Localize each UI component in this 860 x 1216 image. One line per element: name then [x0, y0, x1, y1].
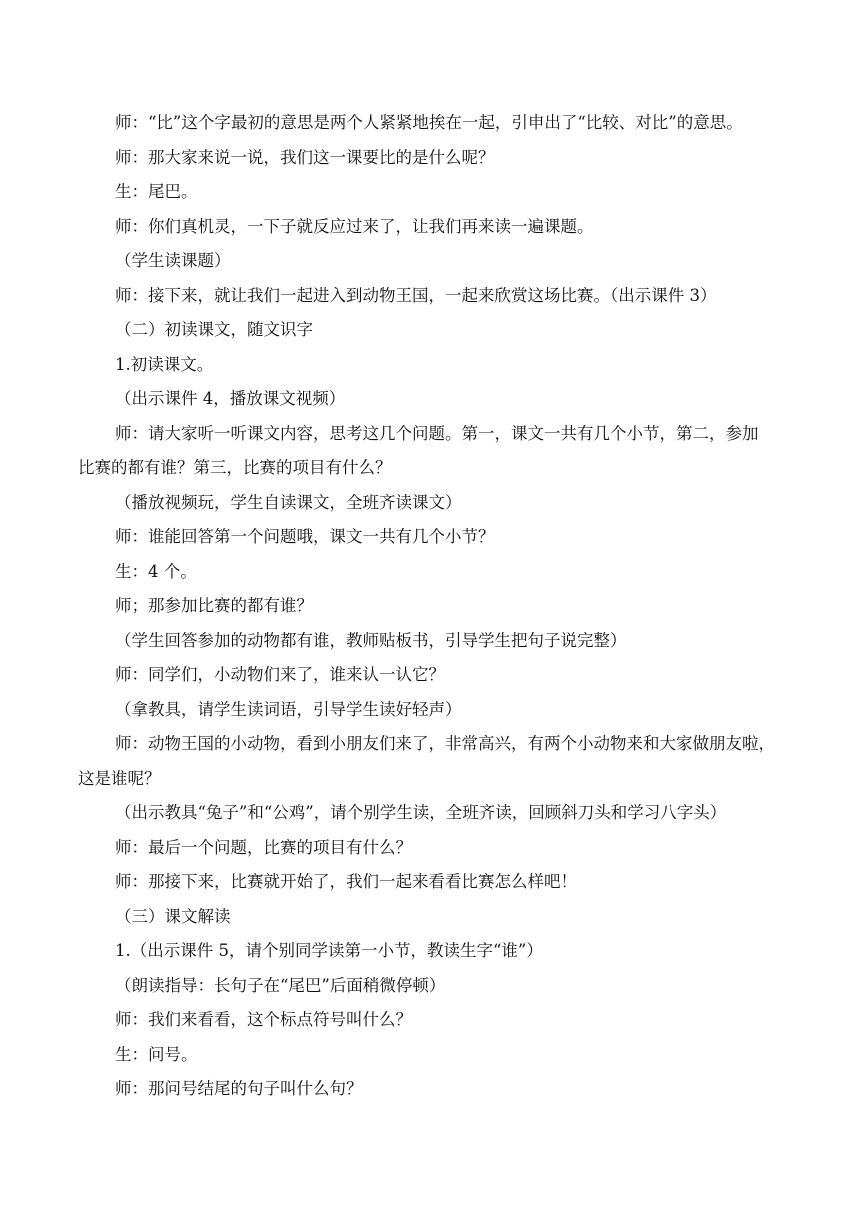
paragraph-23: 1.（出示课件 5，请个别同学读第一小节，教读生字“谁”） — [115, 941, 543, 960]
paragraph-11: （播放视频玩，学生自读课文，全班齐读课文） — [115, 492, 462, 512]
paragraph-27: 师：那问号结尾的句子叫什么句？ — [115, 1079, 363, 1098]
paragraph-21: 师：那接下来，比赛就开始了，我们一起来看看比赛怎么样吧！ — [115, 872, 577, 891]
paragraph-1: 师：“比”这个字最初的意思是两个人紧紧地挨在一起，引申出了“比较、对比”的意思。 — [115, 113, 743, 132]
paragraph-12: 师：谁能回答第一个问题哦，课文一共有几个小节？ — [115, 527, 495, 546]
paragraph-15: （学生回答参加的动物都有谁，教师贴板书，引导学生把句子说完整） — [115, 630, 627, 650]
paragraph-14: 师；那参加比赛的都有谁？ — [115, 596, 313, 615]
paragraph-19: （出示教具“兔子”和“公鸡”，请个别学生读，全班齐读，回顾斜刀头和学习八字头） — [115, 803, 727, 822]
paragraph-26: 生：问号。 — [115, 1044, 198, 1064]
paragraph-18 — [78, 727, 787, 796]
document-body — [78, 106, 787, 1107]
paragraph-18-line-2: 这是谁呢？ — [78, 768, 161, 788]
paragraph-2: 师：那大家来说一说，我们这一课要比的是什么呢？ — [115, 147, 495, 167]
paragraph-9: （出示课件 4，播放课文视频） — [115, 389, 346, 408]
paragraph-5: （学生读课题） — [115, 251, 231, 270]
section-heading-3: （三）课文解读 — [115, 906, 231, 926]
paragraph-10-line-2: 比赛的都有谁？第三，比赛的项目有什么？ — [78, 458, 392, 477]
paragraph-4: 师：你们真机灵，一下子就反应过来了，让我们再来读一遍课题。 — [115, 216, 594, 236]
paragraph-6: 师：接下来，就让我们一起进入到动物王国，一起来欣赏这场比赛。（出示课件 3） — [115, 285, 717, 305]
paragraph-8: 1.初读课文。 — [115, 354, 214, 374]
paragraph-20: 师：最后一个问题，比赛的项目有什么？ — [115, 837, 412, 857]
paragraph-10-line-1: 师：请大家听一听课文内容，思考这几个问题。第一，课文一共有几个小节，第二，参加 — [115, 423, 759, 443]
paragraph-18-line-1: 师：动物王国的小动物，看到小朋友们来了，非常高兴，有两个小动物来和大家做朋友啦， — [115, 734, 775, 753]
paragraph-25: 师：我们来看看，这个标点符号叫什么？ — [115, 1010, 412, 1029]
paragraph-13: 生：4 个。 — [115, 561, 197, 581]
paragraph-24: （朗读指导：长句子在“尾巴”后面稍微停顿） — [115, 975, 446, 995]
paragraph-10 — [78, 417, 787, 486]
paragraph-3: 生：尾巴。 — [115, 182, 198, 201]
section-heading-2: （二）初读课文，随文识字 — [115, 320, 313, 339]
paragraph-17: （拿教具，请学生读词语，引导学生读好轻声） — [115, 699, 462, 719]
paragraph-16: 师：同学们，小动物们来了，谁来认一认它？ — [115, 665, 445, 684]
